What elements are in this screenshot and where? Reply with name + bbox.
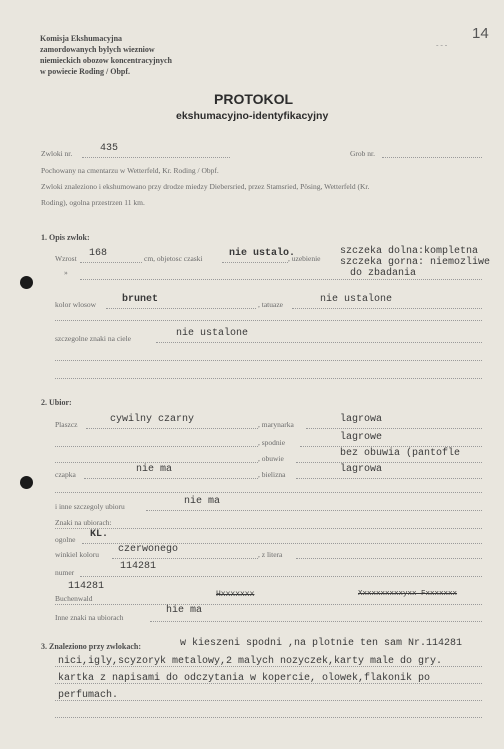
zwloki-value: 435 [100, 143, 119, 154]
marynarka-value: lagrowa [340, 414, 383, 425]
znaki-cialo-label: szczegolne znaki na ciele [55, 334, 131, 343]
plaszcz-value: cywilny czarny [110, 414, 195, 425]
wzrost-label: Wzrost [55, 254, 77, 263]
tatuaze-label: , tatuaze [258, 300, 283, 309]
kolor-value: brunet [122, 294, 159, 305]
commission-header-line2: zamordowanych bylych wiezniow [40, 45, 155, 54]
struck-out-text-1: Hxxxxxxx [216, 590, 255, 599]
kolor-label: kolor wlosow [55, 300, 97, 309]
inne-znaki-value: hie ma [166, 605, 203, 616]
znaki-ubior-label: Znaki na ubiorach: [55, 518, 112, 527]
found-items-line3: kartka z napisami do odczytania w kopercie, olowek,flakonik po [58, 673, 431, 684]
wzrost-value: 168 [89, 248, 108, 259]
plaszcz-label: Plaszcz [55, 420, 78, 429]
ogolne-value: KL. [90, 529, 109, 540]
page-dash: - - - [436, 40, 448, 49]
czapka-value: nie ma [136, 464, 173, 475]
commission-header-line1: Komisja Ekshumacyjna [40, 34, 123, 43]
marynarka-label: , marynarka [258, 420, 294, 429]
buchenwald-label: Buchenwald [55, 594, 93, 603]
found-items-line1: w kieszeni spodni ,na plotnie ten sam Nr.114281 [180, 638, 463, 649]
bielizna-value: lagrowa [340, 464, 383, 475]
commission-header-line3: niemieckich obozow koncentracyjnych [40, 56, 172, 65]
spodnie-value: lagrowe [340, 432, 383, 443]
czapka-label: czapka [55, 470, 76, 479]
ditto-mark: » [64, 268, 68, 277]
obuwie-value: bez obuwia (pantofle [340, 448, 461, 459]
document-subtitle: ekshumacyjno-identyfikacyjny [176, 110, 329, 122]
exhumation-area: Roding), ogolna przestrzen 11 km. [41, 198, 145, 207]
uzebienie-line1: szczeka dolna:kompletna [340, 246, 479, 257]
found-items-line2: nici,igly,scyzoryk metalowy,2 malych nozyczek,karty male do gry. [58, 656, 443, 667]
tatuaze-value: nie ustalone [320, 294, 393, 305]
inne-znaki-label: Inne znaki na ubiorach [55, 613, 124, 622]
winkiel-label: winkiel koloru [55, 550, 99, 559]
grob-label: Grob nr. [350, 149, 375, 158]
uzebienie-label: , uzebienie [288, 254, 321, 263]
uzebienie-line2: szczeka gorna: niemozliwe [340, 257, 491, 268]
numer-label: numer [55, 568, 75, 577]
found-items-line4: perfumach. [58, 690, 119, 701]
exhumation-route: Zwloki znaleziono i ekshumowano przy drodze miedzy Diebersried, przez Stamsried, Pösing, Wetterfeld (Kr. [41, 182, 370, 191]
spodnie-label: , spodnie [258, 438, 286, 447]
winkiel-value: czerwonego [118, 544, 179, 555]
litera-label: , z litera [258, 550, 283, 559]
commission-header-line4: w powiecie Roding / Obpf. [40, 67, 131, 76]
section-2-heading: 2. Ubior: [41, 398, 72, 407]
cm-label: cm, objetosc czaski [144, 254, 203, 263]
section-3-heading: 3. Znaleziono przy zwlokach: [41, 642, 141, 651]
burial-place: Pochowany na cmentarzu w Wetterfeld, Kr. Roding / Obpf. [41, 166, 219, 175]
inne-ubior-value: nie ma [184, 496, 221, 507]
czaszka-value: nie ustalo. [229, 248, 296, 259]
punch-hole-top [20, 276, 33, 289]
ogolne-label: ogolne [55, 535, 76, 544]
section-1-heading: 1. Opis zwlok: [41, 233, 90, 242]
page-number: 14 [472, 25, 489, 42]
znaki-cialo-value: nie ustalone [176, 328, 249, 339]
zwloki-label: Zwloki nr. [41, 149, 73, 158]
obuwie-label: , obuwie [258, 454, 284, 463]
uzebienie-line3: do zbadania [350, 268, 417, 279]
document-title: PROTOKOL [214, 91, 294, 107]
punch-hole-bottom [20, 476, 33, 489]
buchenwald-number: 114281 [68, 581, 105, 592]
numer-value: 114281 [120, 561, 157, 572]
inne-ubior-label: i inne szczegoly ubioru [55, 502, 125, 511]
struck-out-text-2: Xxxxxxxxxxyxx Fxxxxxxx [358, 590, 458, 598]
bielizna-label: , bielizna [258, 470, 286, 479]
